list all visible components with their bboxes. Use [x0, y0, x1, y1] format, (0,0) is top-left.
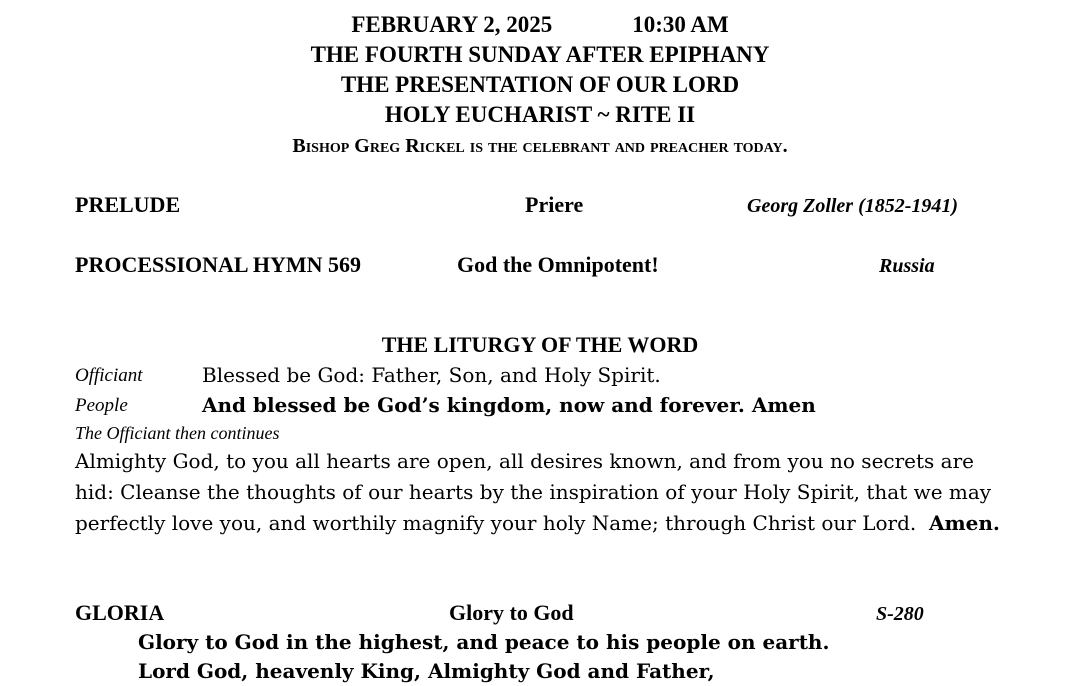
rite-title: HOLY EUCHARIST ~ RITE II [384, 102, 696, 127]
collect-for-purity [75, 446, 1015, 539]
gloria-title: Glory to God [449, 600, 574, 625]
officiant-text: Blessed be God: Father, Son, and Holy Spirit. [202, 363, 661, 387]
liturgy-heading: THE LITURGY OF THE WORD [381, 332, 699, 357]
gloria-line-1: Glory to God in the highest, and peace to his people on earth. [138, 630, 830, 654]
people-response: And blessed be God’s kingdom, now and forever. Amen [202, 393, 816, 417]
processional-tune: Russia [879, 255, 935, 277]
gloria-label: GLORIA [75, 600, 165, 625]
processional-title: God the Omnipotent! [457, 252, 659, 277]
collect-amen: Amen. [928, 511, 1000, 535]
celebrant-note: Bishop Greg Rickel is the celebrant and preacher today. [292, 135, 788, 157]
gloria-number: S-280 [876, 603, 924, 625]
gloria-line-2: Lord God, heavenly King, Almighty God and Father, [138, 659, 715, 683]
sunday-title: THE FOURTH SUNDAY AFTER EPIPHANY [310, 42, 770, 67]
feast-title: THE PRESENTATION OF OUR LORD [340, 72, 740, 97]
collect-text: Almighty God, to you all hearts are open, all desires known, and from you no secrets are hid: Cleanse the thoughts of our hearts by the inspiration of your Holy Spirit, that we may perfectly love you, and worthily magnify your holy Name; through Christ our Lord. [75, 449, 992, 535]
people-role: People [75, 395, 128, 416]
prelude-label: PRELUDE [75, 192, 181, 217]
service-time: 10:30 AM [632, 12, 729, 37]
prelude-composer: Georg Zoller (1852-1941) [747, 195, 959, 217]
officiant-role: Officiant [75, 365, 143, 386]
service-header [0, 10, 1080, 40]
officiant-instruction: The Officiant then continues [75, 423, 280, 443]
processional-label: PROCESSIONAL HYMN 569 [75, 252, 362, 277]
prelude-title: Priere [525, 192, 584, 217]
service-date: FEBRUARY 2, 2025 [351, 12, 553, 37]
